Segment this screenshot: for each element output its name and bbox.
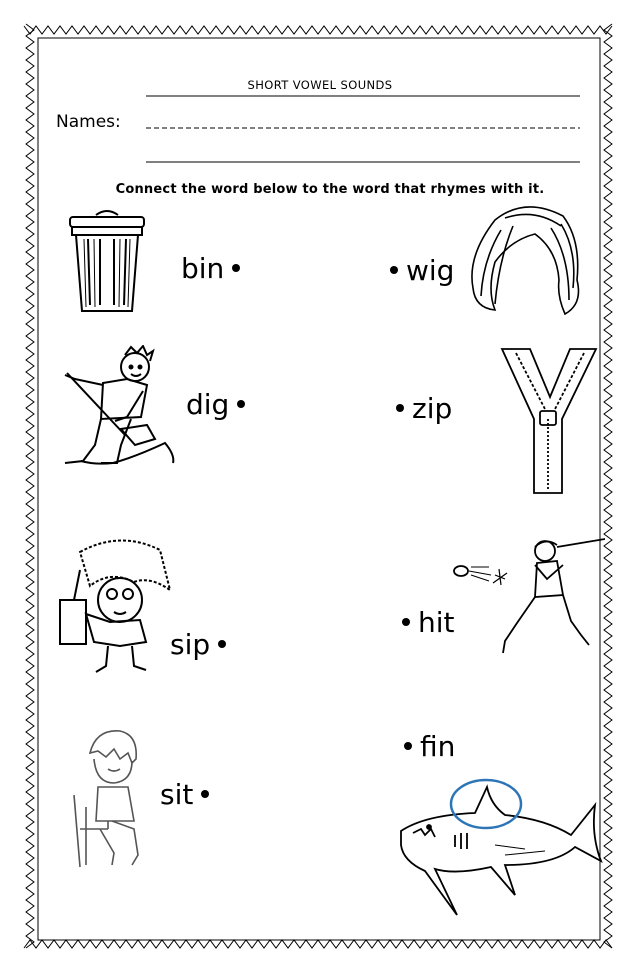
connect-dot[interactable] xyxy=(396,404,404,412)
names-label: Names: xyxy=(56,112,121,132)
word-label: fin xyxy=(420,730,456,763)
word-fin[interactable] xyxy=(396,732,455,762)
worksheet-title: SHORT VOWEL SOUNDS xyxy=(247,78,393,92)
connect-dot[interactable] xyxy=(390,266,398,274)
word-label: hit xyxy=(418,606,455,639)
connect-dot[interactable] xyxy=(201,790,209,798)
word-dig[interactable] xyxy=(186,390,253,420)
zipper-icon xyxy=(498,345,602,497)
word-label: sit xyxy=(160,778,194,811)
name-lines xyxy=(0,0,638,200)
connect-dot[interactable] xyxy=(218,640,226,648)
word-label: dig xyxy=(186,388,230,421)
annotation-circle xyxy=(448,776,526,834)
word-wig[interactable] xyxy=(382,256,454,286)
wig-icon xyxy=(465,200,585,322)
connect-dot[interactable] xyxy=(404,742,412,750)
connect-dot[interactable] xyxy=(232,264,240,272)
boy-digging-icon xyxy=(55,345,185,475)
word-label: bin xyxy=(181,252,225,285)
trash-can-icon xyxy=(62,205,152,317)
connect-dot[interactable] xyxy=(237,400,245,408)
instruction-text: Connect the word below to the word that rhymes with it. xyxy=(115,182,545,197)
word-label: sip xyxy=(170,628,211,661)
connect-dot[interactable] xyxy=(402,618,410,626)
boy-sipping-icon xyxy=(50,530,190,678)
word-label: wig xyxy=(406,254,455,287)
boy-sitting-icon xyxy=(68,725,158,875)
word-zip[interactable] xyxy=(388,394,452,424)
word-sit[interactable] xyxy=(160,780,217,810)
word-hit[interactable] xyxy=(394,608,455,638)
word-sip[interactable] xyxy=(170,630,234,660)
word-label: zip xyxy=(412,392,453,425)
word-bin[interactable] xyxy=(181,254,248,284)
baseball-player-icon xyxy=(445,535,605,661)
